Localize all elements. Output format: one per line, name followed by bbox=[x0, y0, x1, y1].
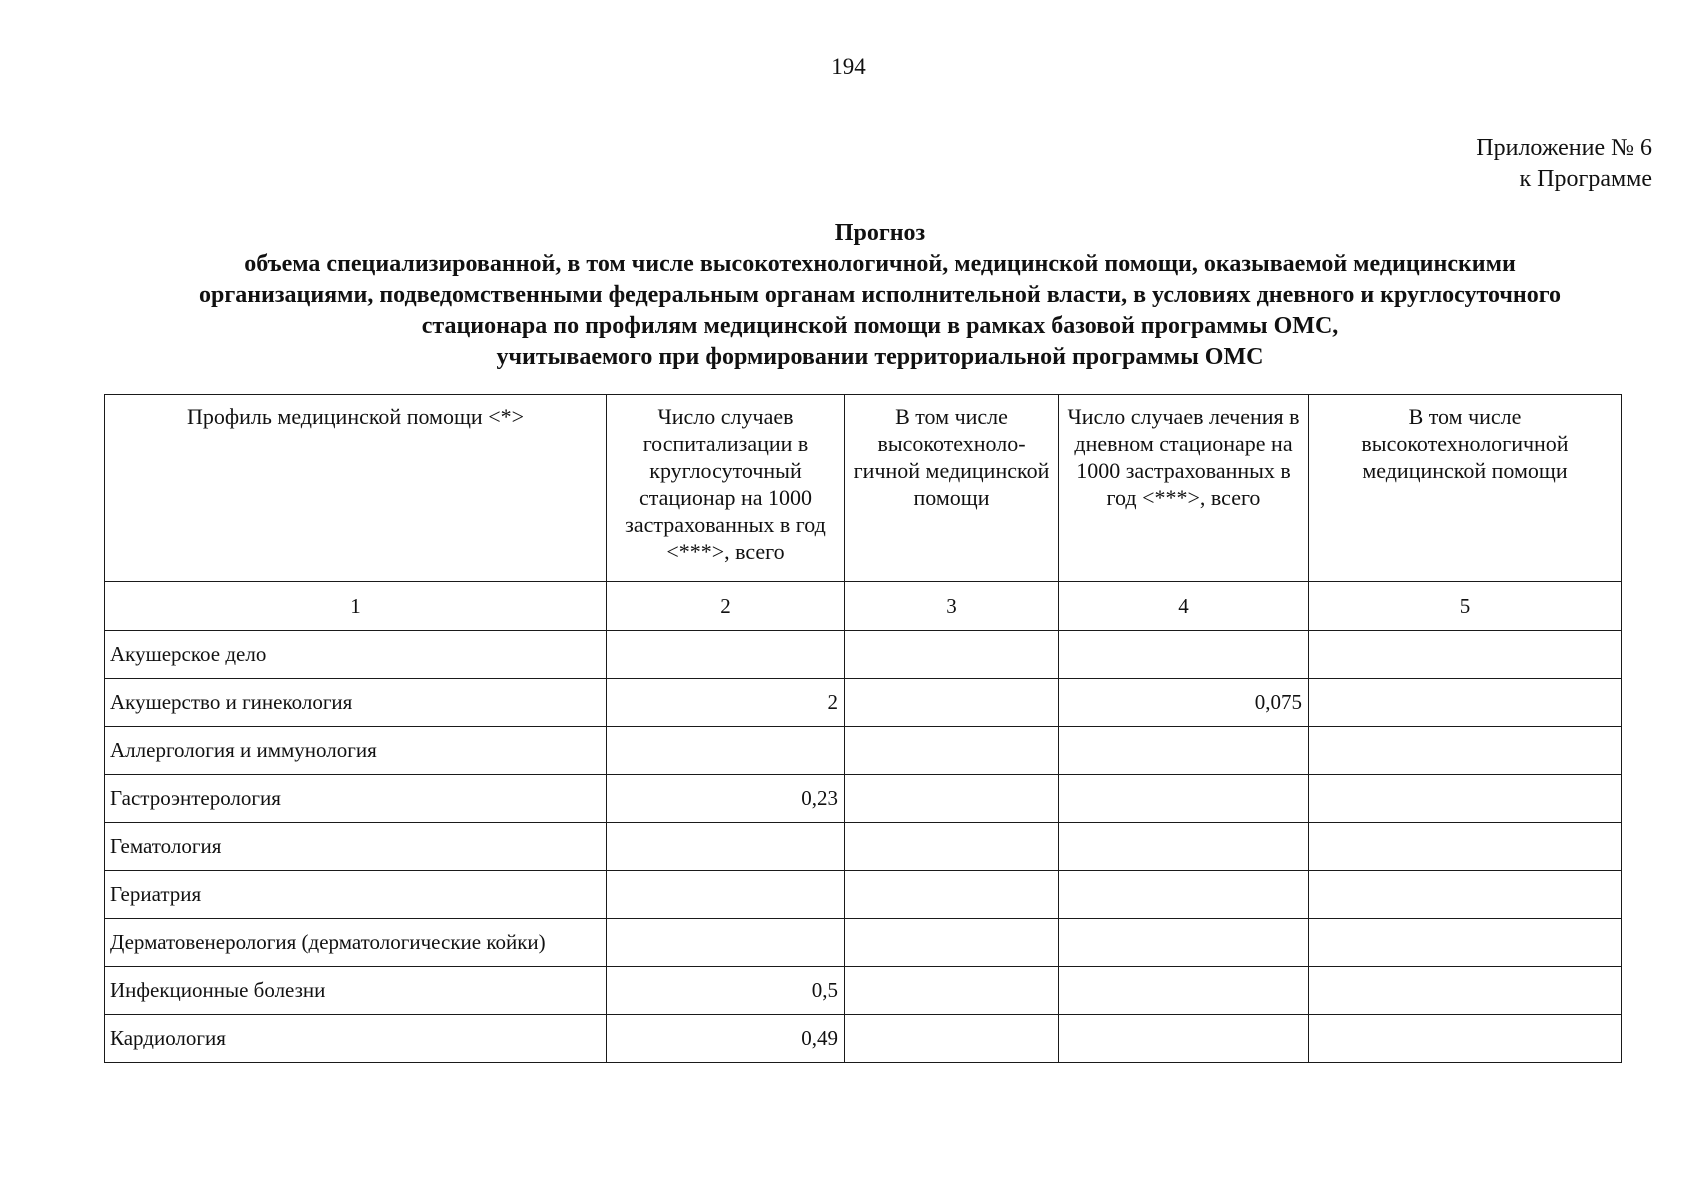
header-profile: Профиль медицинской помощи <*> bbox=[105, 395, 607, 582]
profile-cell: Акушерское дело bbox=[105, 631, 607, 679]
appendix-line-1: Приложение № 6 bbox=[1476, 135, 1652, 161]
value-cell bbox=[845, 679, 1059, 727]
value-cell: 0,23 bbox=[607, 775, 845, 823]
profile-cell: Дерматовенерология (дерматологические койки) bbox=[105, 919, 607, 967]
value-cell bbox=[607, 871, 845, 919]
value-cell bbox=[1309, 823, 1622, 871]
value-cell bbox=[845, 631, 1059, 679]
table-row bbox=[105, 823, 1622, 871]
column-number: 1 bbox=[105, 582, 607, 631]
profile-cell: Гематология bbox=[105, 823, 607, 871]
value-cell: 0,49 bbox=[607, 1015, 845, 1063]
title-line-4: стационара по профилям медицинской помощи в рамках базовой программы ОМС, bbox=[421, 313, 1339, 339]
profile-cell: Аллергология и иммунология bbox=[105, 727, 607, 775]
value-cell: 2 bbox=[607, 679, 845, 727]
document-title bbox=[90, 218, 1670, 373]
value-cell bbox=[1309, 919, 1622, 967]
value-cell bbox=[1059, 871, 1309, 919]
profile-cell: Гастроэнтерология bbox=[105, 775, 607, 823]
title-line-3: организациями, подведомственными федеральным органам исполнительной власти, в условиях дневного и круглосуточного bbox=[198, 282, 1562, 308]
value-cell bbox=[845, 967, 1059, 1015]
value-cell bbox=[1059, 823, 1309, 871]
table-row bbox=[105, 1015, 1622, 1063]
value-cell bbox=[607, 919, 845, 967]
header-round-the-clock-high-tech: В том числе высокотехноло-гичной медицинской помощи bbox=[845, 395, 1059, 582]
value-cell bbox=[845, 727, 1059, 775]
title-line-1: Прогноз bbox=[834, 220, 926, 246]
value-cell bbox=[607, 823, 845, 871]
header-day-hospital-high-tech: В том числе высокотехнологичной медицинской помощи bbox=[1309, 395, 1622, 582]
appendix-line-2: к Программе bbox=[1519, 166, 1652, 192]
table-row bbox=[105, 679, 1622, 727]
table-row bbox=[105, 871, 1622, 919]
column-number: 2 bbox=[607, 582, 845, 631]
value-cell: 0,075 bbox=[1059, 679, 1309, 727]
page-number: 194 bbox=[831, 54, 866, 79]
table-row bbox=[105, 631, 1622, 679]
value-cell bbox=[1059, 919, 1309, 967]
appendix-label bbox=[1476, 133, 1652, 195]
column-number: 4 bbox=[1059, 582, 1309, 631]
value-cell bbox=[1059, 775, 1309, 823]
value-cell bbox=[1309, 727, 1622, 775]
table-header-row bbox=[105, 395, 1622, 582]
table-row bbox=[105, 727, 1622, 775]
table-row bbox=[105, 967, 1622, 1015]
title-line-5: учитываемого при формировании территориальной программы ОМС bbox=[496, 344, 1264, 370]
value-cell bbox=[1309, 679, 1622, 727]
header-round-the-clock-total: Число случаев госпитализации в круглосуточный стационар на 1000 застрахованных в год <***>, всего bbox=[607, 395, 845, 582]
value-cell bbox=[845, 871, 1059, 919]
column-number-row bbox=[105, 582, 1622, 631]
title-line-2: объема специализированной, в том числе высокотехнологичной, медицинской помощи, оказываемой медицинскими bbox=[244, 251, 1516, 277]
column-number: 3 bbox=[845, 582, 1059, 631]
profile-cell: Гериатрия bbox=[105, 871, 607, 919]
value-cell bbox=[1309, 967, 1622, 1015]
profile-cell: Акушерство и гинекология bbox=[105, 679, 607, 727]
value-cell bbox=[1309, 1015, 1622, 1063]
value-cell bbox=[1309, 631, 1622, 679]
value-cell bbox=[1059, 967, 1309, 1015]
value-cell bbox=[1059, 1015, 1309, 1063]
profile-cell: Кардиология bbox=[105, 1015, 607, 1063]
value-cell bbox=[1059, 727, 1309, 775]
forecast-table bbox=[104, 394, 1622, 1063]
header-day-hospital-total: Число случаев лечения в дневном стационаре на 1000 застрахованных в год <***>, всего bbox=[1059, 395, 1309, 582]
table-row bbox=[105, 919, 1622, 967]
value-cell bbox=[607, 727, 845, 775]
value-cell bbox=[845, 823, 1059, 871]
value-cell bbox=[845, 919, 1059, 967]
profile-cell: Инфекционные болезни bbox=[105, 967, 607, 1015]
value-cell bbox=[845, 1015, 1059, 1063]
column-number: 5 bbox=[1309, 582, 1622, 631]
value-cell bbox=[607, 631, 845, 679]
value-cell bbox=[1309, 775, 1622, 823]
value-cell bbox=[1309, 871, 1622, 919]
value-cell bbox=[845, 775, 1059, 823]
value-cell: 0,5 bbox=[607, 967, 845, 1015]
table-row bbox=[105, 775, 1622, 823]
value-cell bbox=[1059, 631, 1309, 679]
